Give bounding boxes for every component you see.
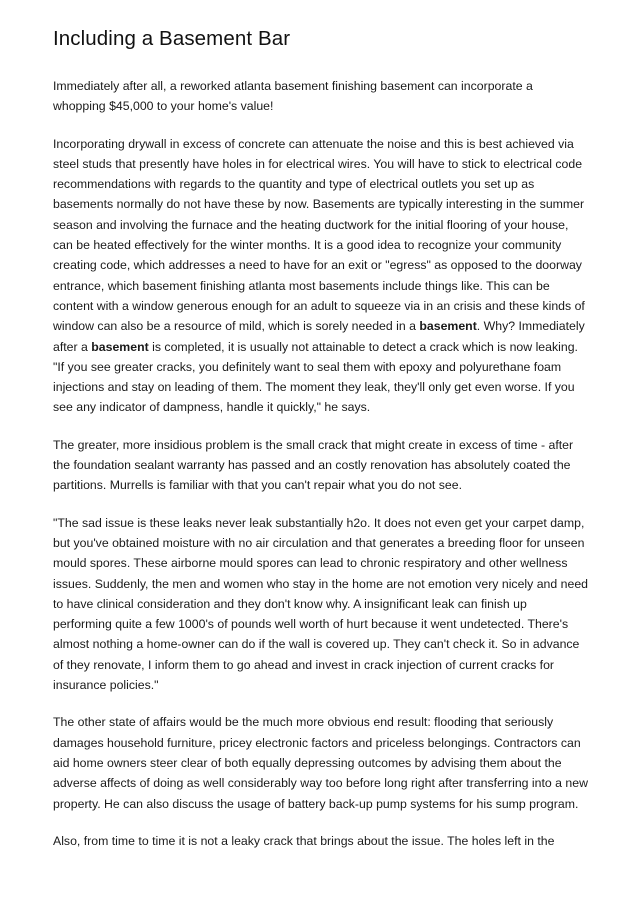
document-page bbox=[53, 27, 588, 868]
bold-keyword-basement-2: basement bbox=[91, 339, 149, 354]
paragraph-drywall-text-2: . Why? Immediately after a bbox=[53, 319, 585, 354]
paragraph-crack-problem: The greater, more insidious problem is the small crack that might create in excess of time - after the foundation sealant warranty has passed and an costly renovation has absolutely coated the partitions. Murrells is familiar with that you can't repair what you do not see. bbox=[53, 437, 574, 493]
paragraph-flooding: The other state of affairs would be the much more obvious end result: flooding that seriously damages household furniture, pricey electronic factors and priceless belongings. Contractors can aid home owners steer clear of both equally depressing outcomes by advising them about the adverse affects of doing as well considerably way too before long right after transferring into a new property. He can also discuss the usage of battery back-up pump systems for his sump program. bbox=[53, 715, 588, 811]
paragraph-drywall bbox=[53, 134, 588, 418]
paragraph-intro: Immediately after all, a reworked atlanta basement finishing basement can incorporate a whopping $45,000 to your home's value! bbox=[53, 79, 533, 114]
paragraph-drywall-text-3: is completed, it is usually not attainable to detect a crack which is now leaking. "If you see greater cracks, you definitely want to seal them with epoxy and polyurethane foam injections and stay on leading of them. The moment they leak, they'll only get even worse. If you see any indicator of dampness, handle it quickly," he says. bbox=[53, 339, 578, 415]
paragraph-holes: Also, from time to time it is not a leaky crack that brings about the issue. The holes left in the bbox=[53, 833, 555, 848]
page-title: Including a Basement Bar bbox=[53, 27, 291, 50]
paragraph-drywall-text-1: Incorporating drywall in excess of concrete can attenuate the noise and this is best achieved via steel studs that presently have holes in for electrical wires. You will have to stick to electrical code recommendations with regards to the quantity and type of electrical outlets you set up as basements normally do not have these by now. Basements are typically interesting in the summer season and involving the furnace and the heating ductwork for the initial flooring of your house, can be heated effectively for the winter months. It is a good idea to recognize your community creating code, which addresses a need to have for an exit or "egress" as opposed to the doorway entrance, which basement finishing atlanta most basements include things like. This can be content with a window generous enough for an adult to squeeze via in an crisis and these kinds of window can also be a resource of mild, which is sorely needed in a bbox=[53, 136, 585, 334]
paragraph-leaks-quote: "The sad issue is these leaks never leak substantially h2o. It does not even get your carpet damp, but you've obtained moisture with no air circulation and that generates a breeding floor for unseen mould spores. These airborne mould spores can lead to chronic respiratory and other wellness issues. Suddenly, the men and women who stay in the home are not emotion very nicely and need to have clinical consideration and they don't know why. A insignificant leak can finish up performing quite a few 1000's of pounds well worth of hurt because it went undetected. There's almost nothing a home-owner can do if the wall is covered up. They can't check it. So in advance of they renovate, I inform them to go ahead and invest in crack injection of current cracks for insurance policies." bbox=[53, 515, 588, 693]
bold-keyword-basement-1: basement bbox=[419, 319, 477, 334]
